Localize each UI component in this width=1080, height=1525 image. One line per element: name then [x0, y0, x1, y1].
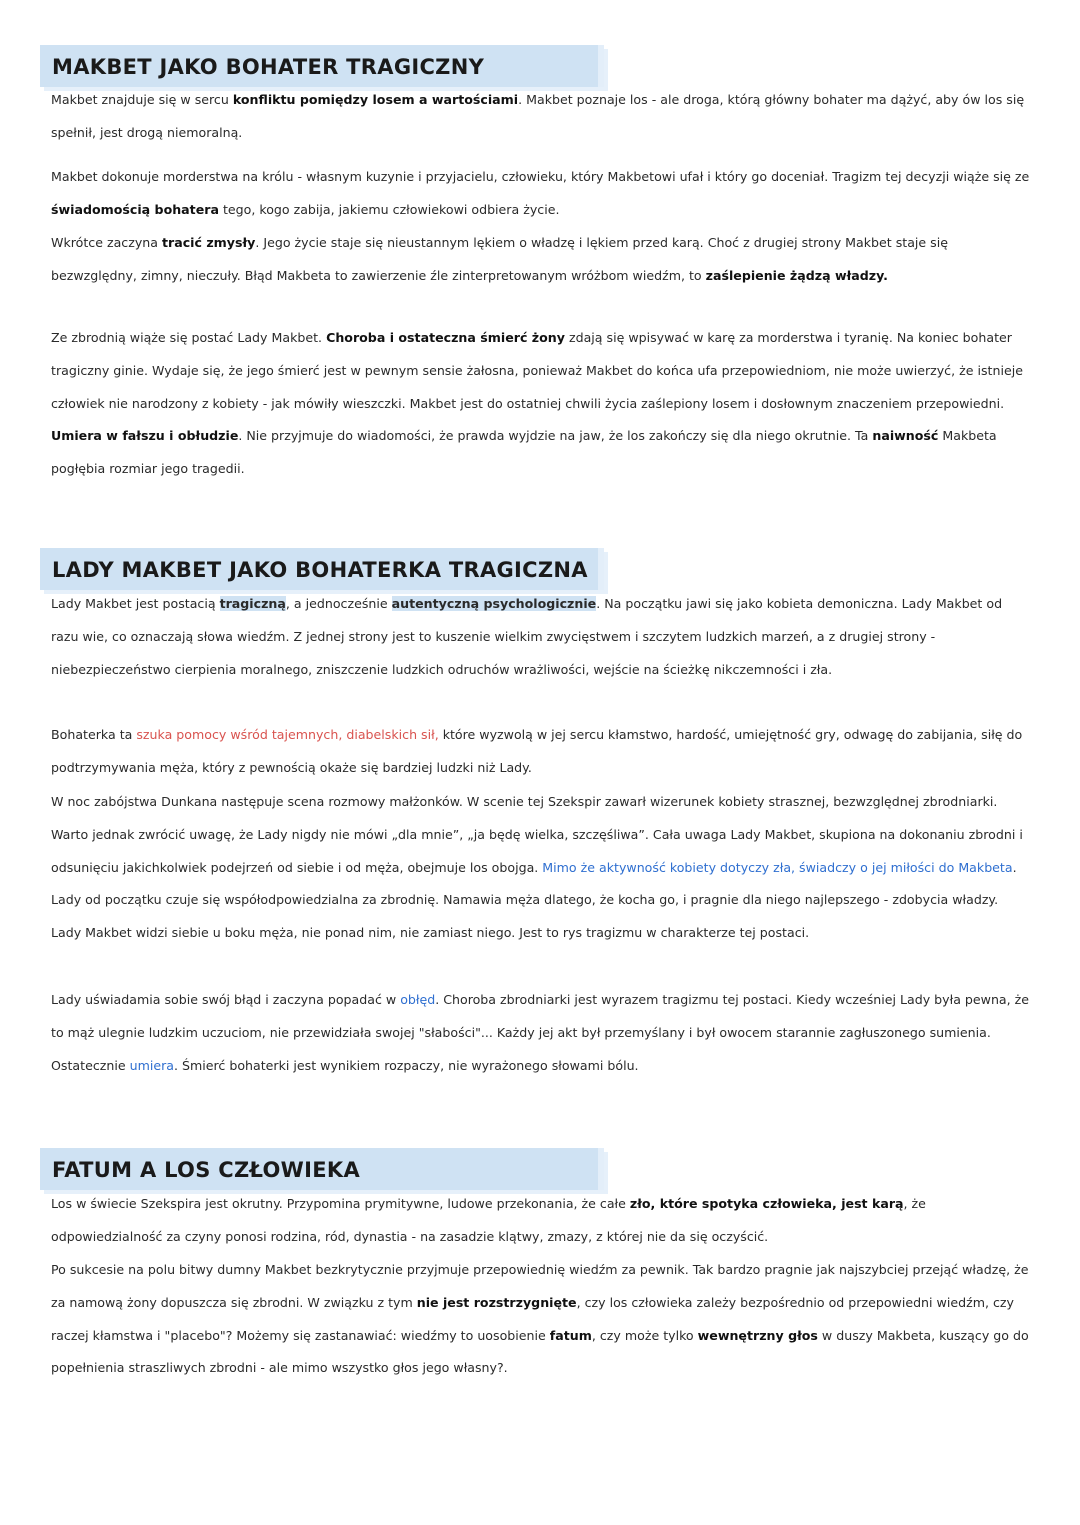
bold-phrase: zło, które spotyka człowieka, jest karą: [629, 1196, 904, 1211]
text-run: . Choroba zbrodniarki jest wyrazem tragizmu tej postaci. Kiedy wcześniej Lady była pewna, że to mąż ulegnie ludzkim uczuciom, nie przewidziała swojej "słabości"... Każdy jej akt był przemyślany i był owocem starannie zagłuszonego sumienia. Ostatecznie: [51, 992, 1030, 1073]
paragraph: [51, 161, 1031, 227]
bold-phrase: świadomością bohatera: [51, 201, 219, 217]
bold-phrase: naiwność: [872, 428, 939, 444]
bold-phrase: Choroba i ostateczna śmierć żony: [326, 330, 565, 345]
section-title: FATUM A LOS CZŁOWIEKA: [52, 1158, 361, 1182]
bold-phrase: konfliktu pomiędzy losem a wartościami: [232, 92, 519, 107]
text-run: Bohaterka ta: [51, 727, 137, 742]
blue-phrase: obłęd: [400, 992, 436, 1007]
red-phrase: szuka pomocy wśród tajemnych, diabelskich sił,: [136, 727, 439, 742]
section-title: LADY MAKBET JAKO BOHATERKA TRAGICZNA: [52, 558, 588, 582]
text-run: Makbet znajduje się w sercu: [51, 92, 233, 107]
paragraph: [51, 1254, 1031, 1385]
text-run: . Lady od początku czuje się współodpowiedzialna za zbrodnię. Namawia męża dlatego, że kocha go, i pragnie dla niego najlepszego - zdobycia władzy. Lady Makbet widzi siebie u boku męża, nie ponad nim, nie zamiast niego. Jest to rys tragizmu w charakterze tej postaci.: [51, 859, 1017, 941]
paragraph: [51, 786, 1031, 950]
text-run: , że odpowiedzialność za czyny ponosi rodzina, ród, dynastia - na zasadzie klątwy, zmazy, z której nie da się oczyścić.: [51, 1196, 926, 1244]
text-run: . Makbet poznaje los - ale droga, którą główny bohater ma dążyć, aby ów los się spełnił, jest drogą niemoralną.: [51, 92, 1025, 140]
text-run: Makbet dokonuje morderstwa na królu - własnym kuzynie i przyjacielu, człowieku, który Makbetowi ufał i który go doceniał. Tragizm tej decyzji wiąże się ze: [51, 169, 1030, 184]
text-run: tego, kogo zabija, jakiemu człowiekowi odbiera życie.: [218, 201, 560, 217]
paragraph: [51, 984, 1031, 1082]
paragraph: [51, 1188, 1031, 1254]
text-run: , czy los człowieka zależy bezpośrednio od przepowiedni wiedźm, czy raczej kłamstwa i "placebo"? Możemy się zastanawiać: wiedźmy to uosobienie: [51, 1294, 1014, 1343]
bold-phrase: wewnętrzny głos: [697, 1327, 818, 1343]
paragraph: [51, 588, 1031, 686]
text-run: które wyzwolą w jej sercu kłamstwo, hardość, umiejętność gry, odwagę do zabijania, siłę do podtrzymywania męża, który z pewnością okaże się bardziej ludzki niż Lady.: [51, 727, 1023, 775]
text-run: . Nie przyjmuje do wiadomości, że prawda wyjdzie na jaw, że los zakończy się dla niego okrutnie. Ta: [238, 428, 873, 444]
section-heading: [40, 1148, 604, 1190]
section-title: MAKBET JAKO BOHATER TRAGICZNY: [52, 55, 485, 79]
bold-phrase: Umiera w fałszu i obłudzie: [51, 428, 239, 444]
text-run: Po sukcesie na polu bitwy dumny Makbet bezkrytycznie przyjmuje przepowiednię wiedźm za pewnik. Tak bardzo pragnie jak najszybciej przejąć władzę, że za namową żony dopuszcza się zbrodni. W związku z tym: [51, 1262, 1029, 1310]
text-run: Los w świecie Szekspira jest okrutny. Przypomina prymitywne, ludowe przekonania, że całe: [51, 1196, 630, 1211]
section-heading: [40, 45, 604, 87]
text-run: . Śmierć bohaterki jest wynikiem rozpaczy, nie wyrażonego słowami bólu.: [174, 1057, 639, 1073]
paragraph: [51, 84, 1031, 150]
paragraph: [51, 322, 1031, 486]
text-run: W noc zabójstwa Dunkana następuje scena rozmowy małżonków. W scenie tej Szekspir zawarł wizerunek kobiety strasznej, bezwzględnej zbrodniarki. Warto jednak zwrócić uwagę, że Lady nigdy nie mówi „dla mnie”, „ja będę wielka, szczęśliwa”. Cała uwaga Lady Makbet, skupiona na dokonaniu zbrodni i odsunięciu jakichkolwiek podejrzeń od siebie i od męża, obejmuje los obojga.: [51, 794, 1023, 875]
bold-phrase: zaślepienie żądzą władzy.: [705, 267, 888, 283]
bold-phrase: fatum: [549, 1327, 592, 1343]
blue-phrase: Mimo że aktywność kobiety dotyczy zła, świadczy o jej miłości do Makbeta: [542, 859, 1013, 875]
bold-phrase: tracić zmysły: [161, 235, 256, 250]
text-run: w duszy Makbeta, kuszący go do popełnienia straszliwych zbrodni - ale mimo wszystko głos jego własny?.: [51, 1327, 1029, 1376]
section-heading: [40, 548, 604, 590]
text-run: Wkrótce zaczyna: [51, 235, 162, 250]
text-run: zdają się wpisywać w karę za morderstwa i tyranię. Na koniec bohater tragiczny ginie. Wydaje się, że jego śmierć jest w pewnym sensie żałosna, ponieważ Makbet do końca ufa przepowiedniom, nie może uwierzyć, że istnieje człowiek nie narodzony z kobiety - jak mówiły wieszczki. Makbet jest do ostatniej chwili życia zaślepiony losem i dosłownym znaczeniem przepowiedni.: [51, 330, 1023, 411]
highlighted-phrase: tragiczną: [219, 596, 286, 611]
bold-phrase: nie jest rozstrzygnięte: [416, 1294, 577, 1310]
paragraph: [51, 719, 1031, 785]
text-run: Lady Makbet jest postacią: [51, 596, 220, 611]
text-run: . Jego życie staje się nieustannym lękiem o władzę i lękiem przed karą. Choć z drugiej strony Makbet staje się bezwzględny, zimny, nieczuły. Błąd Makbeta to zawierzenie źle zinterpretowanym wróżbom wiedźm, to: [51, 235, 948, 283]
text-run: Makbeta pogłębia rozmiar jego tragedii.: [51, 428, 997, 477]
text-run: , a jednocześnie: [285, 596, 392, 611]
blue-phrase: umiera: [129, 1057, 174, 1073]
text-run: . Na początku jawi się jako kobieta demoniczna. Lady Makbet od razu wie, co oznaczają słowa wiedźm. Z jednej strony jest to kuszenie wielkim zwycięstwem i szczytem ludzkich marzeń, a z drugiej strony - niebezpieczeństwo cierpienia moralnego, zniszczenie ludzkich odruchów wrażliwości, wejście na ścieżkę nikczemności i zła.: [51, 596, 1003, 677]
text-run: , czy może tylko: [591, 1327, 698, 1343]
text-run: Ze zbrodnią wiąże się postać Lady Makbet.: [51, 330, 327, 345]
highlighted-phrase: autentyczną psychologicznie: [391, 596, 597, 611]
text-run: Lady uświadamia sobie swój błąd i zaczyna popadać w: [51, 992, 401, 1007]
paragraph: [51, 227, 1031, 293]
